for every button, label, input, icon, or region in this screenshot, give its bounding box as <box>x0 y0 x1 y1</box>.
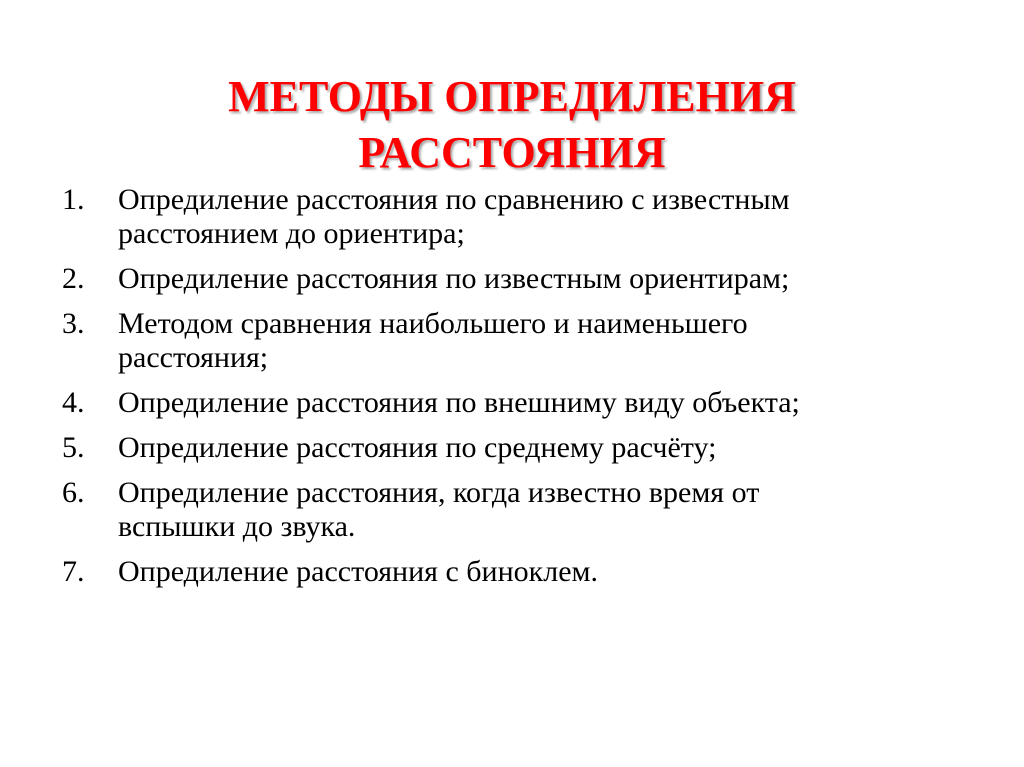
item-text <box>118 476 982 544</box>
item-text-line: вспышки до звука. <box>118 510 356 543</box>
item-text-line: Опредиление расстояния по сравнению с известным <box>118 183 790 216</box>
list-item <box>62 431 982 465</box>
title-line-2: РАССТОЯНИЯ <box>358 128 666 178</box>
item-text-line: расстояния; <box>118 341 269 374</box>
item-number: 6. <box>62 476 85 509</box>
item-text <box>118 307 982 375</box>
item-text <box>118 431 982 465</box>
item-text-line: расстоянием до ориентира; <box>118 217 465 250</box>
item-number: 5. <box>62 431 85 464</box>
list-item <box>62 262 982 296</box>
methods-list <box>62 183 982 600</box>
list-item <box>62 476 982 544</box>
item-text-line: Методом сравнения наибольшего и наименьшего <box>118 307 748 340</box>
list-item <box>62 307 982 375</box>
item-text-line: Опредиление расстояния по внешниму виду объекта; <box>118 386 800 419</box>
item-number: 3. <box>62 307 85 340</box>
item-number: 7. <box>62 555 85 588</box>
item-text-line: Опредиление расстояния по известным ориентирам; <box>118 262 790 295</box>
list-item <box>62 555 982 589</box>
slide-title <box>0 69 1024 181</box>
item-text <box>118 262 982 296</box>
item-number: 4. <box>62 386 85 419</box>
list-item <box>62 386 982 420</box>
item-text <box>118 555 982 589</box>
list-item <box>62 183 982 251</box>
item-number: 2. <box>62 262 85 295</box>
item-text-line: Опредиление расстояния, когда известно время от <box>118 476 760 509</box>
item-text <box>118 386 982 420</box>
item-text <box>118 183 982 251</box>
title-line-1: МЕТОДЫ ОПРЕДИЛЕНИЯ <box>228 72 796 122</box>
item-text-line: Опредиление расстояния с биноклем. <box>118 555 598 588</box>
item-text-line: Опредиление расстояния по среднему расчёту; <box>118 431 717 464</box>
item-number: 1. <box>62 183 85 216</box>
